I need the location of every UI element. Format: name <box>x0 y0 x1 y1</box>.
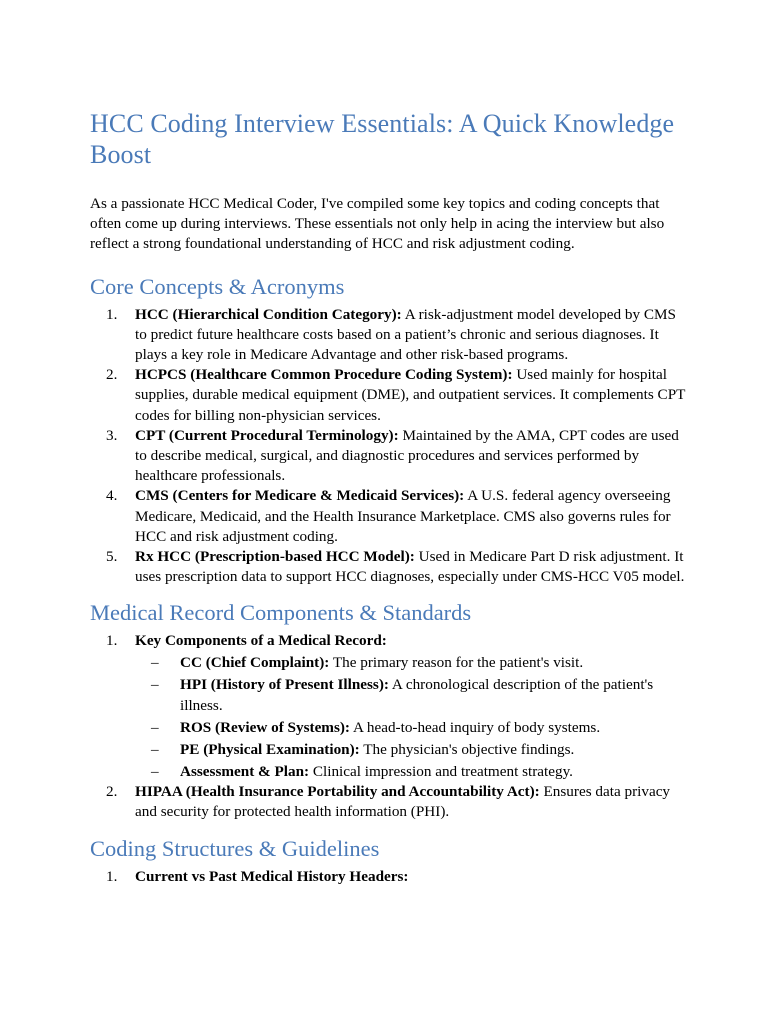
term: HPI (History of Present Illness): <box>180 676 389 694</box>
term: Key Components of a Medical Record: <box>135 632 387 650</box>
term: CMS (Centers for Medicare & Medicaid Services): <box>135 487 465 505</box>
term: Current vs Past Medical History Headers: <box>135 868 409 886</box>
section-heading-medical-record: Medical Record Components & Standards <box>90 600 472 626</box>
sublist-item <box>135 718 690 738</box>
list-item <box>90 547 690 587</box>
list-item <box>90 365 690 426</box>
definition: Ensures data privacy and security for protected health information (PHI). <box>135 782 671 821</box>
list-number: 3. <box>106 426 118 444</box>
list-item <box>90 867 690 887</box>
list-item <box>90 631 690 781</box>
sublist-item <box>135 653 690 673</box>
section-heading-core-concepts: Core Concepts & Acronyms <box>90 273 345 299</box>
list-number: 2. <box>106 366 118 384</box>
section-heading-coding-structures: Coding Structures & Guidelines <box>90 836 380 862</box>
term: HIPAA (Health Insurance Portability and Accountability Act): <box>135 782 540 800</box>
record-components-sublist <box>135 653 690 781</box>
list-item <box>90 426 690 487</box>
definition: A risk-adjustment model developed by CMS to predict future healthcare costs based on a patient’s chronic and serious diagnoses. It plays a key role in Medicare Advantage and other risk-based programs. <box>135 305 676 364</box>
sublist-item <box>135 675 690 715</box>
dash-bullet: – <box>151 718 159 736</box>
definition: A chronological description of the patient's illness. <box>180 676 654 714</box>
term: HCC (Hierarchical Condition Category): <box>135 305 402 323</box>
term: Assessment & Plan: <box>180 762 310 780</box>
list-item <box>90 486 690 547</box>
definition: Maintained by the AMA, CPT codes are used to describe medical, surgical, and diagnostic procedures and services performed by healthcare professionals. <box>135 426 679 485</box>
coding-structures-list <box>90 867 690 887</box>
list-number: 1. <box>106 868 118 886</box>
list-item <box>90 305 690 366</box>
term: CC (Chief Complaint): <box>180 654 330 672</box>
sublist-item <box>135 740 690 760</box>
sublist-item <box>135 762 690 782</box>
dash-bullet: – <box>151 740 159 758</box>
definition: Clinical impression and treatment strategy. <box>309 762 573 780</box>
term: CPT (Current Procedural Terminology): <box>135 426 399 444</box>
page-title: HCC Coding Interview Essentials: A Quick Knowledge Boost <box>90 109 675 169</box>
document-content <box>90 108 690 887</box>
definition: A U.S. federal agency overseeing Medicare, Medicaid, and the Health Insurance Marketplace. CMS also governs rules for HCC and risk adjustment coding. <box>135 487 671 545</box>
term: HCPCS (Healthcare Common Procedure Coding System): <box>135 366 513 384</box>
definition: Used in Medicare Part D risk adjustment. It uses prescription data to support HCC diagnoses, especially under CMS-HCC V05 model. <box>135 548 685 586</box>
intro-paragraph: As a passionate HCC Medical Coder, I've compiled some key topics and coding concepts that often come up during interviews. These essentials not only help in acing the interview but also reflect a strong foundational understanding of HCC and risk adjustment coding. <box>90 195 665 253</box>
definition: The primary reason for the patient's visit. <box>329 654 584 672</box>
term: Rx HCC (Prescription-based HCC Model): <box>135 548 415 566</box>
core-concepts-list <box>90 305 690 588</box>
definition: The physician's objective findings. <box>359 740 575 758</box>
definition: Used mainly for hospital supplies, durable medical equipment (DME), and outpatient services. It complements CPT codes for billing non-physician services. <box>135 366 686 424</box>
term: ROS (Review of Systems): <box>180 718 350 736</box>
list-number: 4. <box>106 487 118 505</box>
list-number: 5. <box>106 548 118 566</box>
medical-record-list <box>90 631 690 822</box>
list-number: 2. <box>106 782 118 800</box>
list-item <box>90 782 690 822</box>
definition: A head-to-head inquiry of body systems. <box>349 718 601 736</box>
dash-bullet: – <box>151 654 159 672</box>
dash-bullet: – <box>151 676 159 694</box>
dash-bullet: – <box>151 762 159 780</box>
list-number: 1. <box>106 632 118 650</box>
list-number: 1. <box>106 305 118 323</box>
term: PE (Physical Examination): <box>180 740 360 758</box>
